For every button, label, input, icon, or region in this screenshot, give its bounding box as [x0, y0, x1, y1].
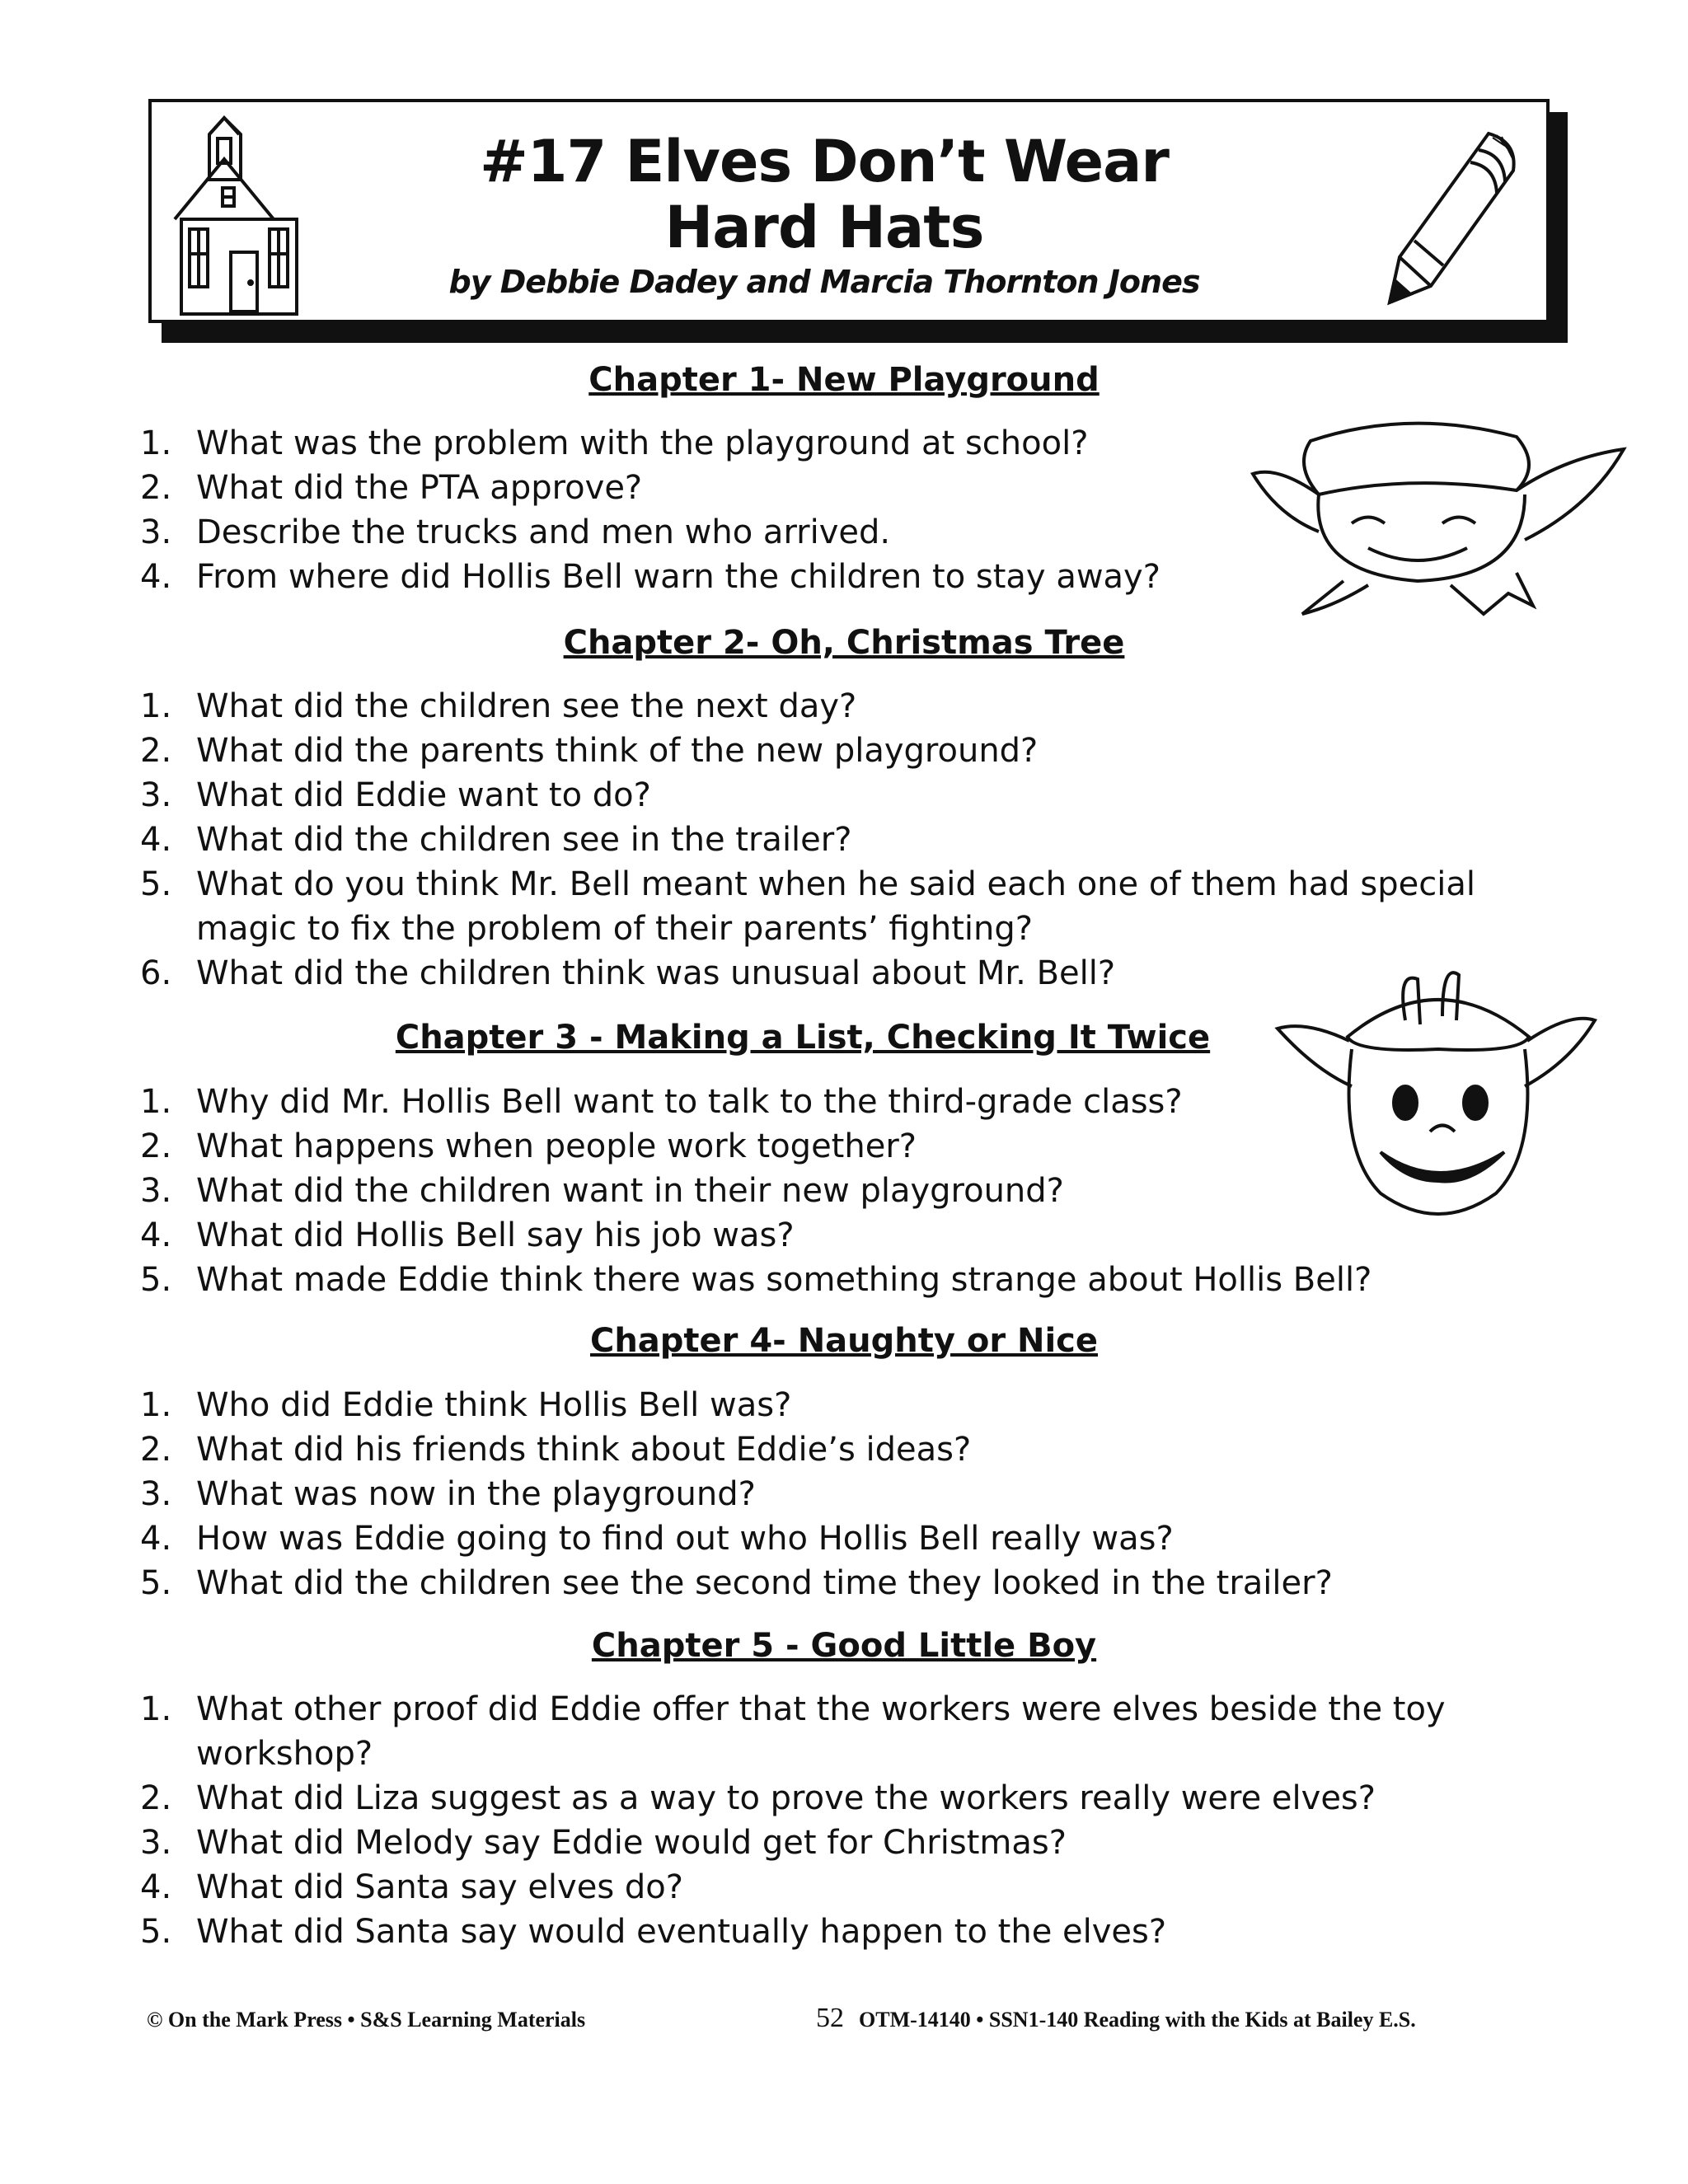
- question-text: What did Eddie want to do?: [196, 776, 651, 814]
- question-text: What happens when people work together?: [196, 1127, 917, 1165]
- chapter-1-heading: Chapter 1- New Playground: [588, 361, 1100, 399]
- question-item: 2. What did the PTA approve?: [140, 466, 1558, 510]
- question-text: What did Melody say Eddie would get for Christmas?: [196, 1824, 1067, 1862]
- chapter-5-questions: [140, 1687, 1558, 1954]
- question-text: What did the children see in the trailer?: [196, 821, 852, 859]
- question-text: What was the problem with the playground at school?: [196, 424, 1089, 462]
- chapter-4-heading: Chapter 4- Naughty or Nice: [589, 1322, 1099, 1360]
- question-text: What did his friends think about Eddie’s ideas?: [196, 1431, 972, 1469]
- question-text: What did the PTA approve?: [196, 469, 643, 507]
- question-item: 4. What did the children see in the trailer?: [140, 818, 1558, 862]
- question-item: 5. What do you think Mr. Bell meant when he said each one of them had special magic to fix the problem of their parents’ fighting?: [140, 862, 1558, 951]
- elf-face-illustration-2: [1273, 946, 1603, 1243]
- question-item: 3. What did the children want in their new playground?: [140, 1169, 1558, 1213]
- question-text: What did the parents think of the new playground?: [196, 732, 1039, 770]
- title-banner: [148, 99, 1550, 323]
- question-text: From where did Hollis Bell warn the children to stay away?: [196, 558, 1160, 596]
- question-item: 2. What happens when people work together?: [140, 1124, 1558, 1169]
- author-byline: by Debbie Dadey and Marcia Thornton Jones: [448, 264, 1200, 300]
- question-text: How was Eddie going to find out who Hollis Bell really was?: [196, 1520, 1174, 1558]
- question-text: Describe the trucks and men who arrived.: [196, 513, 891, 551]
- question-item: 2. What did Liza suggest as a way to prove the workers really were elves?: [140, 1776, 1558, 1821]
- chapter-3-heading: Chapter 3 - Making a List, Checking It Twice: [395, 1019, 1211, 1057]
- question-item: 3. What did Melody say Eddie would get for Christmas?: [140, 1821, 1558, 1865]
- pencil-icon: [1381, 125, 1530, 307]
- question-text: What made Eddie think there was something strange about Hollis Bell?: [196, 1261, 1372, 1299]
- question-text: Why did Mr. Hollis Bell want to talk to the third-grade class?: [196, 1083, 1183, 1121]
- question-item: 4. How was Eddie going to find out who Hollis Bell really was?: [140, 1516, 1558, 1561]
- footer-right: [816, 2003, 1416, 2034]
- question-item: 2. What did his friends think about Eddie’s ideas?: [140, 1427, 1558, 1472]
- question-text: What was now in the playground?: [196, 1475, 756, 1513]
- question-text: What did Liza suggest as a way to prove the workers really were elves?: [196, 1779, 1376, 1817]
- title-line-2: Hard Hats: [664, 194, 984, 261]
- question-item: 1. Who did Eddie think Hollis Bell was?: [140, 1383, 1558, 1427]
- question-item: 3. What did Eddie want to do?: [140, 773, 1558, 818]
- question-item: 5. What did the children see the second time they looked in the trailer?: [140, 1561, 1558, 1605]
- title-line-1: #17 Elves Don’t Wear: [480, 128, 1169, 195]
- question-item: 5. What made Eddie think there was something strange about Hollis Bell?: [140, 1258, 1558, 1302]
- question-text: What did the children see the second time they looked in the trailer?: [196, 1564, 1333, 1602]
- question-text: What did Santa say would eventually happen to the elves?: [196, 1913, 1167, 1951]
- question-text: Who did Eddie think Hollis Bell was?: [196, 1386, 792, 1424]
- question-item: 1. What other proof did Eddie offer that the workers were elves beside the toy workshop?: [140, 1687, 1558, 1776]
- question-item: 2. What did the parents think of the new playground?: [140, 729, 1558, 773]
- footer-series: OTM-14140 • SSN1-140 Reading with the Kids at Bailey E.S.: [859, 2008, 1416, 2032]
- chapter-2-heading: Chapter 2- Oh, Christmas Tree: [563, 624, 1125, 662]
- question-text: What did Santa say elves do?: [196, 1868, 683, 1906]
- chapter-5-heading: Chapter 5 - Good Little Boy: [591, 1627, 1097, 1665]
- question-item: 1. Why did Mr. Hollis Bell want to talk to the third-grade class?: [140, 1080, 1558, 1124]
- question-text: What did the children think was unusual about Mr. Bell?: [196, 954, 1116, 992]
- footer-copyright: © On the Mark Press • S&S Learning Materials: [147, 2008, 586, 2032]
- elf-face-illustration-1: [1245, 416, 1640, 630]
- question-text: What other proof did Eddie offer that the workers were elves beside the toy workshop?: [196, 1690, 1446, 1773]
- question-item: 3. What was now in the playground?: [140, 1472, 1558, 1516]
- question-item: 5. What did Santa say would eventually happen to the elves?: [140, 1910, 1558, 1954]
- question-item: 6. What did the children think was unusual about Mr. Bell?: [140, 951, 1558, 996]
- question-text: What do you think Mr. Bell meant when he said each one of them had special magic to fix the problem of their parents’ fighting?: [196, 865, 1475, 948]
- question-item: 4. What did Hollis Bell say his job was?: [140, 1213, 1558, 1258]
- question-item: 3. Describe the trucks and men who arrived.: [140, 510, 1558, 555]
- question-text: What did Hollis Bell say his job was?: [196, 1216, 795, 1254]
- question-item: 4. What did Santa say elves do?: [140, 1865, 1558, 1910]
- question-item: 1. What was the problem with the playground at school?: [140, 421, 1558, 466]
- question-text: What did the children want in their new playground?: [196, 1172, 1064, 1210]
- question-item: 4. From where did Hollis Bell warn the children to stay away?: [140, 555, 1558, 599]
- question-item: 1. What did the children see the next day?: [140, 684, 1558, 729]
- page-number: 52: [816, 2003, 844, 2033]
- question-text: What did the children see the next day?: [196, 687, 857, 725]
- chapter-4-questions: [140, 1383, 1558, 1605]
